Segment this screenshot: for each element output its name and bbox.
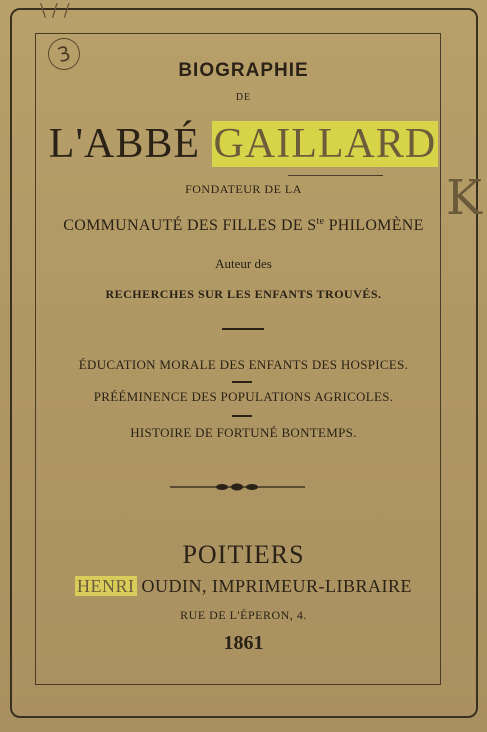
dash-1 [232, 381, 252, 383]
communaute-superscript: te [316, 216, 325, 227]
auteur-line: Auteur des [215, 256, 272, 271]
communaute-text-a: COMMUNAUTÉ DES FILLES DE S [63, 217, 317, 234]
communaute-text-b: PHILOMÈNE [324, 217, 424, 234]
handwritten-k-mark: K [446, 170, 482, 226]
publication-year: 1861 [223, 632, 264, 654]
title-abbe: L'ABBÉ [48, 121, 212, 167]
city-poitiers: POITIERS [182, 540, 305, 569]
fondateur-line: FONDATEUR DE LA [185, 182, 302, 196]
work-preeminence: PRÉÉMINENCE DES POPULATIONS AGRICOLES. [93, 389, 394, 404]
printer-rest: OUDIN, IMPRIMEUR-LIBRAIRE [136, 576, 412, 596]
title-de: DE [235, 92, 252, 103]
title-abbe-gaillard [0, 120, 487, 168]
street-address: RUE DE L'ÉPERON, 4. [180, 608, 307, 622]
printer-first-name-highlighted: HENRI [77, 576, 135, 596]
title-biographie: BIOGRAPHIE [178, 60, 309, 81]
title-gaillard-highlighted: GAILLARD [213, 121, 437, 167]
dash-2 [232, 415, 252, 417]
divider-1 [222, 328, 264, 330]
margin-mark-text: 3 [54, 40, 74, 68]
printer-line [0, 576, 487, 597]
ornament-divider [170, 482, 305, 492]
work-histoire: HISTOIRE DE FORTUNÉ BONTEMPS. [130, 425, 357, 440]
handwritten-marks: \ / / [40, 0, 70, 21]
flourish-line [288, 175, 383, 176]
recherches-line: RECHERCHES SUR LES ENFANTS TROUVÉS. [105, 287, 382, 301]
communaute-line [0, 216, 487, 235]
work-education: ÉDUCATION MORALE DES ENFANTS DES HOSPICES. [78, 357, 409, 372]
